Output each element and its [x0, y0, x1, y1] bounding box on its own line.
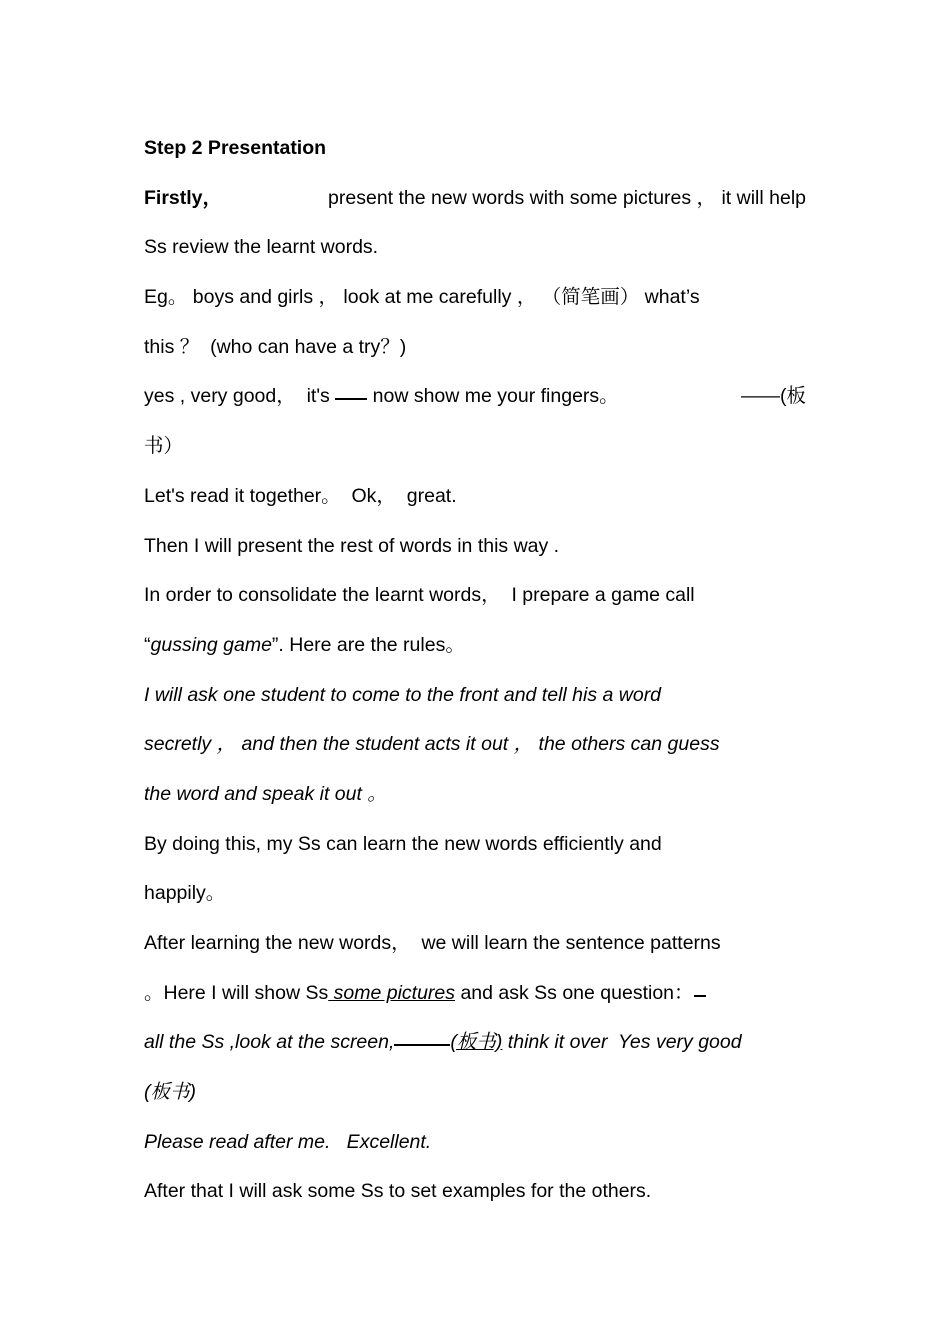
document-body	[144, 124, 806, 1217]
yes-board-note: ——(板	[741, 385, 806, 408]
paragraph-screen-line-2: (板书)	[144, 1081, 196, 1104]
paragraph-consolidate-line-2	[144, 621, 806, 671]
firstly-text: present the new words with some pictures ， it will help	[328, 186, 806, 209]
question-blank	[694, 994, 706, 997]
paragraph-rules-line-1: I will ask one student to come to the front and tell his a word	[144, 683, 662, 706]
paragraph-read-after-me: Please read after me. Excellent.	[144, 1130, 432, 1153]
paragraph-screen-line-1	[144, 1018, 806, 1068]
section-heading: Step 2 Presentation	[144, 137, 327, 159]
show-text: 。Here I will show Ss	[144, 981, 329, 1004]
paragraph-by-doing-line-2: happily。	[144, 882, 226, 905]
paragraph-read-together: Let's read it together。 Ok， great.	[144, 484, 457, 507]
quote-open: “	[144, 633, 151, 656]
paragraph-yes-line-1	[144, 372, 806, 422]
paragraph-after-learning-line-1: After learning the new words， we will learn the sentence patterns	[144, 932, 721, 954]
some-pictures-text: some pictures	[328, 981, 456, 1004]
firstly-label: Firstly，	[144, 186, 223, 209]
screen-text: all the Ss ,look at the screen,	[144, 1031, 395, 1054]
paragraph-firstly-line-1	[144, 174, 806, 224]
paragraph-rest-of-words: Then I will present the rest of words in this way .	[144, 534, 560, 557]
game-name: gussing game	[150, 633, 272, 656]
board-note-underlined: (板书)	[450, 1031, 503, 1054]
paragraph-rules-line-2: secretly ， and then the student acts it out ， the others can guess	[144, 733, 720, 756]
paragraph-consolidate-line-1: In order to consolidate the learnt words， I prepare a game call	[144, 584, 695, 607]
yes-text-a: yes , very good， it's	[144, 385, 336, 408]
yes-text-b: now show me your fingers。	[367, 385, 619, 408]
paragraph-examples: After that I will ask some Ss to set examples for the others.	[144, 1180, 652, 1203]
paragraph-eg-line-1: Eg。 boys and girls ， look at me carefully ， （简笔画） what’s	[144, 286, 700, 309]
paragraph-eg-line-2: this ？ (who can have a try？)	[144, 335, 407, 358]
paragraph-firstly-line-2: Ss review the learnt words.	[144, 236, 379, 259]
answer-blank	[335, 397, 367, 400]
question-text: and ask Ss one question：	[455, 981, 694, 1004]
paragraph-yes-line-2: 书）	[144, 435, 184, 458]
paragraph-after-learning-line-2	[144, 969, 806, 1019]
paragraph-by-doing-line-1: By doing this, my Ss can learn the new words efficiently and	[144, 832, 662, 855]
yes-text-group	[144, 372, 619, 422]
rules-text: ”. Here are the rules。	[271, 633, 465, 656]
screen-blank	[394, 1043, 450, 1046]
think-text: think it over Yes very good	[502, 1031, 742, 1054]
paragraph-rules-line-3: the word and speak it out 。	[144, 782, 387, 805]
